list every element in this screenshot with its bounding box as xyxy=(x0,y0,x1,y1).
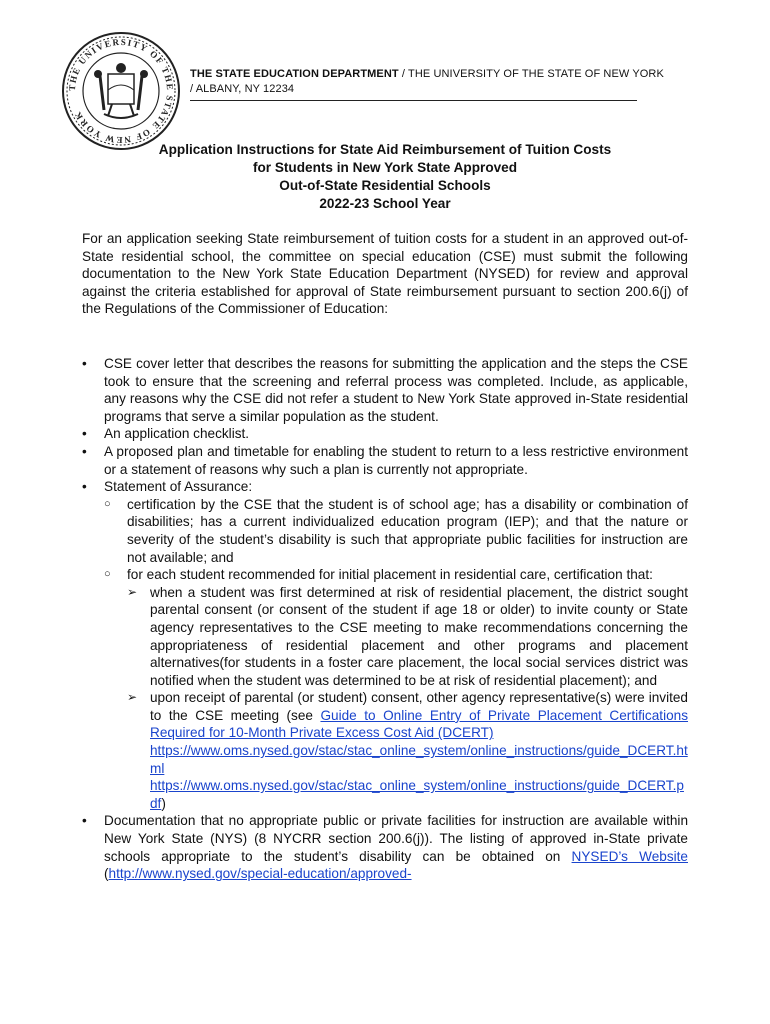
bullet-icon: • xyxy=(82,813,87,829)
sub-list-item: ○ certification by the CSE that the student is of school age; has a disability or combination of disabilities; has a current individualized education program (IEP); and that the nature or severity of the student’s disability is such that appropriate public facilities for instruction are not available; and xyxy=(104,496,688,565)
bullet-icon: • xyxy=(82,356,87,371)
sub-list-item: ○ for each student recommended for initial placement in residential care, certification that: xyxy=(104,567,653,583)
seal-ring-text: THE UNIVERSITY OF THE STATE OF NEW YORK xyxy=(66,36,176,146)
title-line-4: 2022-23 School Year xyxy=(319,196,451,211)
circle-bullet-icon: ○ xyxy=(104,497,111,510)
bullet-icon: • xyxy=(82,443,87,459)
dcert-html-link[interactable]: https://www.oms.nysed.gov/stac/stac_online_system/online_instructions/guide_DCERT.html xyxy=(150,743,688,776)
document-title xyxy=(82,141,688,213)
nested-list-item: ➢ when a student was first determined at risk of residential placement, the district sought parental consent (or consent of the student if age 18 or older) to invite county or State agency representatives to the CSE meeting to make recommendations concerning the appropriateness of residential placement and other programs and placement alternatives(for students in a foster care placement, the local social services district was notified when the student was determined to be at risk of residential placement); and xyxy=(127,584,688,688)
dcert-guide-link[interactable]: Guide to Online Entry of Private Placement Certifications Required for 10-Month Private Excess Cost Aid (DCERT) xyxy=(150,707,689,741)
arrow-bullet-icon: ➢ xyxy=(127,690,138,705)
title-line-3: Out-of-State Residential Schools xyxy=(279,178,491,193)
nys-seal-image xyxy=(60,30,182,152)
arrow-bullet-icon: ➢ xyxy=(127,584,138,599)
intro-paragraph: For an application seeking State reimbursement of tuition costs for a student in an approved out-of-State residential school, the committee on special education (CSE) must submit the following documentation to the New York State Education Department (NYSED) for review and approval against the criteria established for approval of State reimbursement pursuant to section 200.6(j) of the Regulations of the Commissioner of Education: xyxy=(82,231,688,317)
dcert-pdf-link[interactable]: https://www.oms.nysed.gov/stac/stac_online_system/online_instructions/guide_DCERT.pdf xyxy=(150,778,684,811)
department-header xyxy=(190,67,670,97)
requirements-list xyxy=(82,355,688,883)
department-address: / THE UNIVERSITY OF THE STATE OF NEW YORK / ALBANY, NY 12234 xyxy=(190,68,664,95)
title-line-2: for Students in New York State Approved xyxy=(252,160,518,175)
nested-list-item: ➢ upon receipt of parental (or student) consent, other agency representative(s) were invited to the CSE meeting (see Guide to Online Entry of Private Placement Certifications Required for 10-Month Private Excess Cost Aid (DCERT) https://www.oms.nysed.gov/stac/stac_online_system/online_instructions/guide_DCERT.html https://www.oms.nysed.gov/stac/stac_online_system/online_instructions/guide_DCERT.pdf) xyxy=(127,690,689,811)
list-item: • An application checklist. xyxy=(82,426,250,442)
circle-bullet-icon: ○ xyxy=(104,568,111,581)
title-line-1: Application Instructions for State Aid Reimbursement of Tuition Costs xyxy=(158,142,612,157)
bullet-icon: • xyxy=(82,479,87,495)
approved-schools-url-link[interactable]: http://www.nysed.gov/special-education/approved- xyxy=(108,866,412,882)
list-item: • Statement of Assurance: xyxy=(82,479,253,495)
list-item: • CSE cover letter that describes the reasons for submitting the application and the steps the CSE took to ensure that the screening and referral process was completed. Include, as applicable, any reasons why the CSE did not refer a student to New York State approved in-State residential programs that serve a similar population as the student. xyxy=(82,356,688,424)
nysed-website-link[interactable]: NYSED’s Website xyxy=(571,848,688,864)
header-rule xyxy=(190,100,637,101)
bullet-icon: • xyxy=(82,426,87,442)
list-item: • A proposed plan and timetable for enabling the student to return to a less restrictive environment or a statement of reasons why such a plan is currently not appropriate. xyxy=(82,443,688,477)
list-item: • Documentation that no appropriate public or private facilities for instruction are available within New York State (NYS) (8 NYCRR section 200.6(j)). The listing of approved in-State private schools appropriate to the student’s disability can be obtained on NYSED’s Website (http://www.nysed.gov/special-education/approved- xyxy=(82,813,688,882)
department-name: THE STATE EDUCATION DEPARTMENT xyxy=(190,68,399,80)
